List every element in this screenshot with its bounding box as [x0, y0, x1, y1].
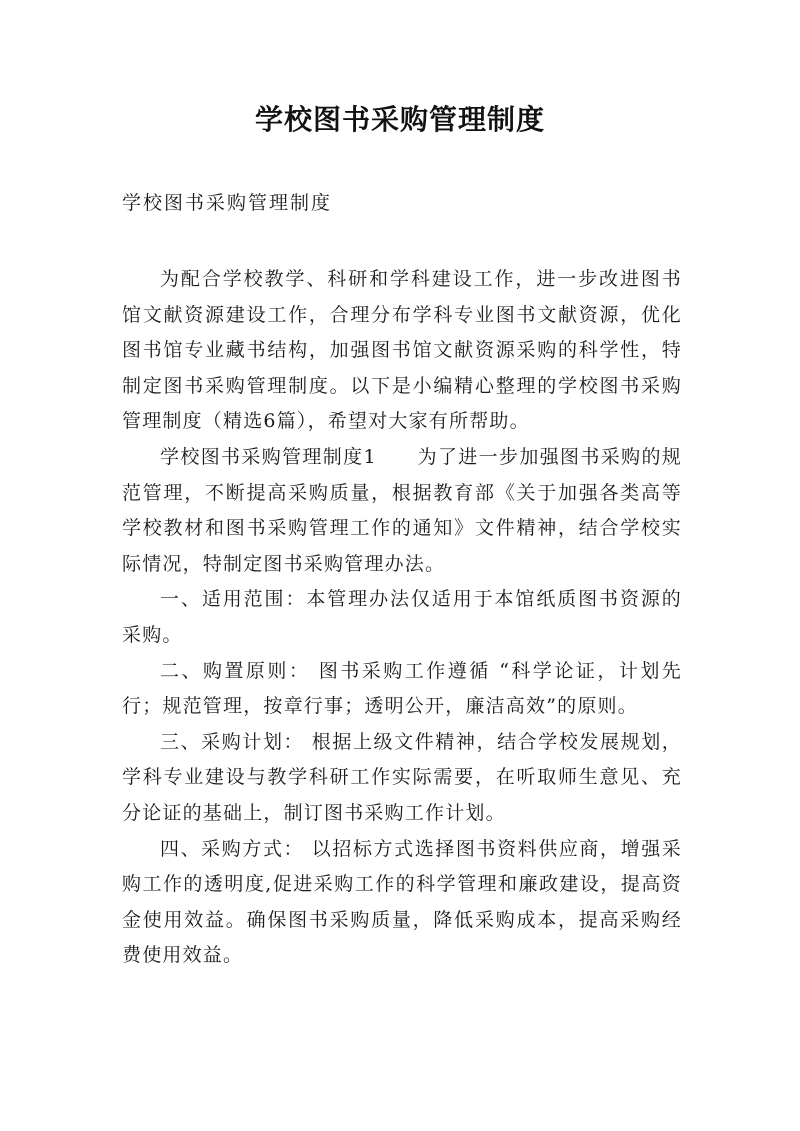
paragraph-principles: 二、购置原则： 图书采购工作遵循 “科学论证，计划先行；规范管理，按章行事；透明公开，廉洁高效”的原则。 — [122, 659, 682, 718]
paragraph-regulation-1: 学校图书采购管理制度1 为了进一步加强图书采购的规范管理，不断提高采购质量，根据教育部《关于加强各类高等学校教材和图书采购管理工作的通知》文件精神，结合学校实际情况，特制定图书采购管理办法。 — [122, 445, 682, 575]
paragraph-scope: 一、适用范围：本管理办法仅适用于本馆纸质图书资源的采购。 — [122, 588, 682, 646]
paragraph-method: 四、采购方式： 以招标方式选择图书资料供应商，增强采购工作的透明度,促进采购工作的科学管理和廉政建设，提高资金使用效益。确保图书采购质量，降低采购成本，提高采购经费使用效益。 — [122, 837, 682, 967]
document-subtitle: 学校图书采购管理制度 — [122, 192, 333, 214]
document-body — [122, 262, 682, 974]
paragraph-plan: 三、采购计划： 根据上级文件精神，结合学校发展规划，学科专业建设与教学科研工作实际需要，在听取师生意见、充分论证的基础上，制订图书采购工作计划。 — [122, 730, 682, 824]
paragraph-intro: 为配合学校教学、科研和学科建设工作，进一步改进图书馆文献资源建设工作，合理分布学科专业图书文献资源，优化图书馆专业藏书结构，加强图书馆文献资源采购的科学性，特制定图书采购管理制度。以下是小编精心整理的学校图书采购管理制度（精选6篇），希望对大家有所帮助。 — [122, 268, 682, 433]
document-title: 学校图书采购管理制度 — [254, 103, 545, 136]
